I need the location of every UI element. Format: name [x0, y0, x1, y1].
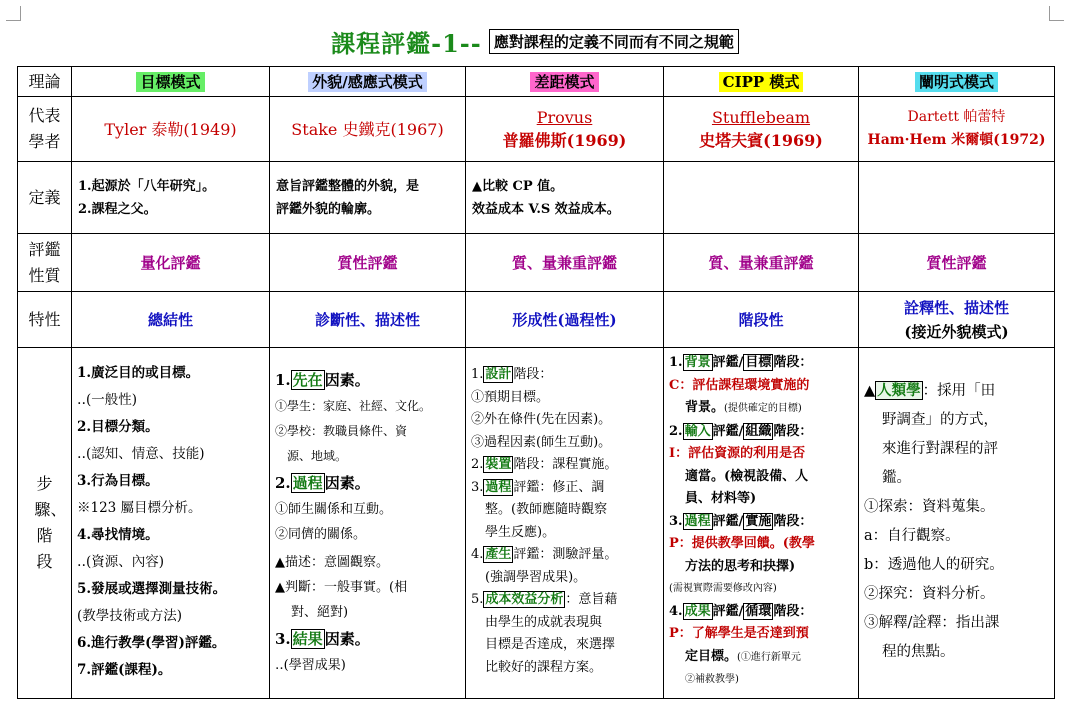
triangle-icon: ▲	[864, 383, 876, 400]
step-heading	[669, 511, 853, 534]
feature-line: (接近外貌模式)	[904, 322, 1009, 341]
step-number: 1.	[669, 355, 683, 370]
step-keyword: 目標	[745, 355, 772, 370]
step-keyword: 過程	[292, 473, 323, 492]
step-line: 7.評鑑(課程)。	[77, 661, 172, 678]
step-keyword: 成本效益分析	[485, 592, 564, 608]
definition-line: 意旨評鑑整體的外貌，是	[276, 178, 420, 194]
model-header-2	[270, 67, 466, 97]
author-name: Dartett 帕蕾特	[907, 109, 1006, 125]
step-heading-text: 階段：	[773, 423, 813, 439]
step-line: P：提供教學回饋。(教學	[669, 536, 815, 551]
step-line: 適當。(檢視設備、人	[685, 468, 809, 484]
quality-cell-5: 質性評鑑	[859, 234, 1055, 292]
step-keyword: 輸入	[684, 423, 711, 439]
step-line: ※123 屬目標分析。	[77, 499, 202, 516]
step-heading	[471, 364, 658, 387]
step-keyword: 先在	[292, 370, 323, 389]
model-name: 闡明式模式	[915, 72, 998, 92]
step-number: 4.	[471, 547, 484, 563]
page-subtitle: 應對課程的定義不同而有不同之規範	[489, 29, 739, 54]
step-number: 1.	[275, 370, 291, 389]
step-line: (需視實際需要修改內容)	[669, 583, 777, 594]
step-line: C：評估課程環境實施的	[669, 377, 810, 393]
step-number: 2.	[471, 457, 484, 473]
step-keyword: 成果	[684, 603, 711, 619]
step-heading-text: 階段：	[513, 367, 553, 383]
steps-cell-2	[270, 348, 466, 699]
step-number: 4.	[669, 603, 683, 619]
step-heading-text: 評鑑/	[712, 513, 744, 529]
step-line: ②外在條件(先在因素)。	[471, 412, 612, 428]
step-number: 3.	[669, 513, 683, 529]
step-line: ①探索：資料蒐集。	[864, 499, 995, 516]
step-note: (①進行新單元	[737, 651, 801, 663]
step-heading-text: 階段：	[773, 355, 813, 370]
step-heading-text: ：意旨藉	[565, 592, 618, 608]
step-heading	[275, 366, 460, 394]
title-area	[0, 24, 1070, 59]
step-heading	[471, 544, 658, 567]
author-cell-4	[664, 97, 859, 162]
step-heading-text: 階段：	[773, 513, 813, 529]
step-heading	[471, 454, 658, 477]
definition-line: ▲比較 CP 值。	[472, 178, 564, 194]
feature-cell-4: 階段性	[664, 292, 859, 348]
step-text: 定目標。	[685, 648, 738, 664]
step-line: ③過程因素(師生互動)。	[471, 434, 612, 450]
step-line: 目標是否達成，來選擇	[485, 637, 616, 653]
page-title: 課程評鑑-1--	[331, 29, 482, 58]
step-heading-text: 階段：課程實施。	[513, 457, 618, 473]
step-line: 程的焦點。	[882, 644, 955, 661]
step-keyword: 實施	[745, 513, 772, 529]
steps-cell-5	[859, 348, 1055, 699]
step-line: 6.進行教學(學習)評鑑。	[77, 634, 226, 651]
feature-cell-1: 總結性	[72, 292, 270, 348]
quality-cell-3: 質、量兼重評鑑	[466, 234, 664, 292]
author-name: Provus	[536, 108, 593, 127]
row-label-quality	[18, 234, 72, 292]
step-heading-text: 階段：	[773, 603, 813, 619]
step-heading-text: 評鑑/	[712, 355, 744, 370]
model-name: CIPP 模式	[719, 72, 804, 92]
row-steps	[18, 348, 1055, 699]
step-line: ▲描述：意圖觀察。	[275, 554, 389, 570]
author-cell-1	[72, 97, 270, 162]
model-header-5	[859, 67, 1055, 97]
quality-cell-2: 質性評鑑	[270, 234, 466, 292]
row-label-author-text: 代表學者	[28, 106, 61, 151]
step-line: ①師生關係和互動。	[275, 501, 393, 517]
feature-cell-2: 診斷性、描述性	[270, 292, 466, 348]
steps-cell-1	[72, 348, 270, 699]
model-name: 外貌/感應式模式	[308, 72, 426, 92]
step-heading	[275, 469, 460, 497]
model-header-3	[466, 67, 664, 97]
step-keyword: 人類學	[877, 382, 921, 400]
row-label-steps	[18, 348, 72, 699]
step-line: (強調學習成果)。	[485, 569, 587, 585]
step-number: 3.	[275, 629, 291, 648]
step-heading	[864, 376, 1049, 406]
step-heading	[471, 477, 658, 500]
author-name-cn: 普羅佛斯(1969)	[502, 131, 627, 150]
definition-line: 效益成本 V.S 效益成本。	[472, 201, 620, 217]
feature-line: 詮釋性、描述性	[903, 298, 1009, 317]
step-line: 5.發展或選擇測量技術。	[77, 580, 227, 597]
feature-cell-3: 形成性(過程性)	[466, 292, 664, 348]
page-corner-mark-left	[6, 6, 21, 21]
step-keyword: 裝置	[485, 457, 512, 473]
step-line: ‥(一般性)	[77, 391, 138, 408]
row-quality	[18, 234, 1055, 292]
step-heading-text: 評鑑：測驗評量。	[513, 547, 618, 563]
quality-cell-4: 質、量兼重評鑑	[664, 234, 859, 292]
step-keyword: 設計	[485, 367, 512, 383]
step-keyword: 過程	[485, 479, 512, 495]
step-number: 2.	[275, 473, 291, 492]
definition-line: 2.課程之父。	[78, 201, 157, 217]
step-line: ①預期目標。	[471, 389, 550, 405]
step-line: ‥(認知、情意、技能)	[77, 445, 205, 462]
step-heading-text: 評鑑：修正、調	[513, 479, 605, 495]
step-heading-text: 因素。	[324, 473, 370, 492]
step-line: ‥(學習成果)	[275, 657, 346, 673]
step-heading-text: 評鑑/	[712, 603, 744, 619]
step-line: 源、地域。	[287, 448, 348, 463]
step-line: 員、材料等)	[685, 491, 757, 506]
step-keyword: 循環	[745, 603, 772, 619]
author-cell-3	[466, 97, 664, 162]
step-line: 來進行對課程的評	[882, 441, 998, 458]
step-line: ②補救教學)	[685, 674, 739, 685]
step-text: ：採用「田	[922, 383, 996, 400]
step-keyword: 過程	[684, 513, 711, 529]
step-line: 對、絕對)	[291, 604, 349, 620]
row-theory	[18, 67, 1055, 97]
author-name: Stake 史鐵克(1967)	[291, 119, 444, 139]
definition-cell-2	[270, 162, 466, 234]
row-definition	[18, 162, 1055, 234]
step-keyword: 背景	[684, 355, 711, 370]
step-line: b：透過他人的研究。	[864, 557, 1004, 574]
row-label-quality-text: 評鑑性質	[28, 239, 61, 285]
row-authors	[18, 97, 1055, 162]
step-heading-text: 評鑑/	[712, 423, 744, 439]
step-line	[669, 397, 853, 421]
step-heading-text: 因素。	[324, 629, 370, 648]
step-heading	[275, 625, 460, 653]
author-name: Tyler 泰勒(1949)	[104, 119, 237, 139]
step-heading	[669, 601, 853, 624]
row-feature	[18, 292, 1055, 348]
definition-line: 1.起源於「八年研究」。	[78, 178, 216, 194]
step-line: 2.目標分類。	[77, 418, 159, 435]
step-line: ③解釋/詮釋：指出課	[864, 615, 1000, 632]
author-name: Stufflebeam	[711, 108, 811, 127]
step-line: (教學技術或方法)	[77, 607, 183, 624]
author-name-2: Ham·Hem 米爾頓(1972)	[867, 132, 1046, 148]
step-line: ①學生：家庭、社經、文化。	[275, 398, 432, 413]
quality-cell-1: 量化評鑑	[72, 234, 270, 292]
row-label-feature: 特性	[18, 292, 72, 348]
step-number: 1.	[471, 367, 484, 383]
step-line: P：了解學生是否達到預	[669, 626, 809, 641]
definition-cell-1	[72, 162, 270, 234]
page-corner-mark-right	[1049, 6, 1064, 21]
step-number: 5.	[471, 592, 484, 608]
author-cell-2	[270, 97, 466, 162]
definition-cell-3	[466, 162, 664, 234]
model-name: 目標模式	[136, 72, 204, 92]
step-line: 鑑。	[882, 470, 911, 487]
step-line: 由學生的成就表現與	[485, 614, 603, 630]
evaluation-table	[17, 66, 1055, 699]
step-line: 3.行為目標。	[77, 472, 159, 489]
step-line: 學生反應)。	[485, 524, 556, 540]
step-line: ②探究：資料分析。	[864, 586, 995, 603]
author-cell-5	[859, 97, 1055, 162]
row-label-definition: 定義	[18, 162, 72, 234]
steps-cell-4	[664, 348, 859, 699]
step-line: 比較好的課程方案。	[485, 659, 603, 675]
step-line: 4.尋找情境。	[77, 526, 159, 543]
feature-cell-5	[859, 292, 1055, 348]
step-line: 1.廣泛目的或目標。	[77, 364, 200, 381]
step-line: I：評估資源的利用是否	[669, 446, 806, 461]
model-name: 差距模式	[530, 72, 598, 92]
step-keyword: 產生	[485, 547, 512, 563]
step-note: (提供確定的目標)	[724, 403, 802, 414]
step-line: 方法的思考和抉擇)	[685, 558, 796, 574]
row-label-author	[18, 97, 72, 162]
step-number: 2.	[669, 423, 683, 439]
step-line: ②同儕的關係。	[275, 526, 367, 542]
steps-cell-3	[466, 348, 664, 699]
row-label-theory: 理論	[18, 67, 72, 97]
step-text: 背景。	[685, 400, 725, 415]
step-line: ▲判斷：一般事實。(相	[275, 579, 408, 595]
step-line: ‥(資源、內容)	[77, 553, 165, 570]
step-keyword: 結果	[292, 629, 323, 648]
step-number: 3.	[471, 479, 484, 495]
step-heading	[471, 589, 658, 612]
step-line	[669, 646, 853, 670]
definition-line: 評鑑外貌的輪廓。	[276, 201, 381, 217]
author-name-cn: 史塔夫賓(1969)	[699, 131, 823, 150]
definition-cell-4	[664, 162, 859, 234]
model-header-1	[72, 67, 270, 97]
step-line: ②學校：教職員條件、資	[275, 423, 408, 438]
step-keyword: 組織	[745, 423, 772, 439]
definition-cell-5	[859, 162, 1055, 234]
step-line: 整。(教師應隨時觀察	[485, 502, 608, 518]
model-header-4	[664, 67, 859, 97]
step-line: a：自行觀察。	[864, 528, 960, 545]
step-heading	[669, 352, 853, 375]
step-line: 野調查」的方式，	[882, 412, 998, 429]
row-label-steps-text: 步驟、階段	[34, 473, 67, 571]
step-heading-text: 因素。	[324, 370, 370, 389]
step-heading	[669, 421, 853, 444]
